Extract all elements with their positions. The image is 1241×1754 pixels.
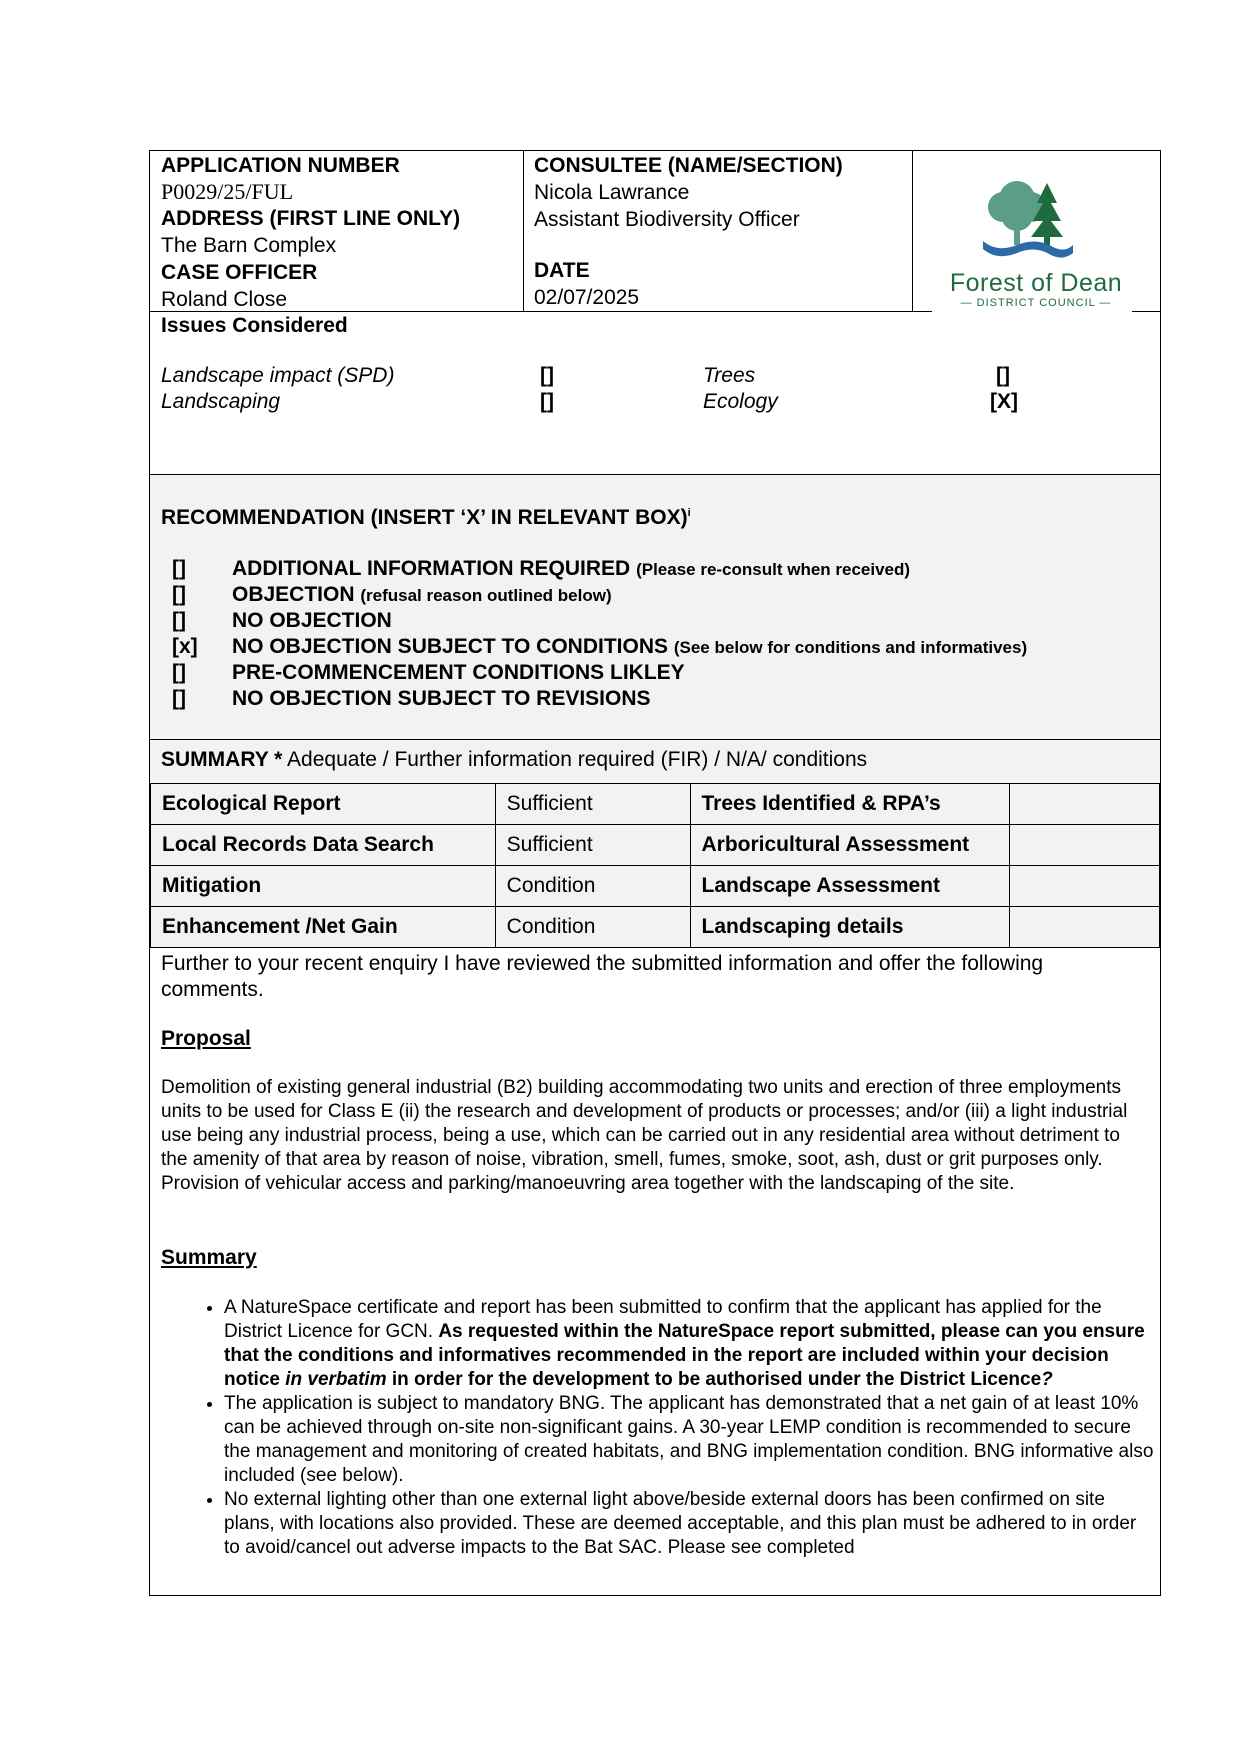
consultee-name: Nicola Lawrance bbox=[534, 181, 690, 204]
issue-landscape-impact: Landscape impact (SPD) bbox=[161, 364, 395, 387]
summary-cell-item: Ecological Report bbox=[151, 784, 496, 825]
table-row bbox=[151, 907, 1160, 948]
case-officer-value: Roland Close bbox=[161, 288, 288, 311]
rec-option-note: (See below for conditions and informatives) bbox=[673, 638, 1028, 657]
proposal-heading: Proposal bbox=[161, 1027, 251, 1050]
case-officer-label: CASE OFFICER bbox=[161, 261, 318, 284]
rec-option-label: NO OBJECTION SUBJECT TO CONDITIONS bbox=[232, 635, 668, 658]
consultation-form bbox=[149, 150, 1161, 1596]
table-row bbox=[151, 784, 1160, 825]
address-value: The Barn Complex bbox=[161, 234, 337, 257]
summary-cell-item: Mitigation bbox=[151, 866, 496, 907]
summary-heading: Summary bbox=[161, 1246, 257, 1269]
issue-trees: Trees bbox=[703, 364, 756, 387]
issue-landscape-impact-mark: [] bbox=[540, 364, 554, 387]
rec-option-additional-info bbox=[172, 556, 910, 582]
issue-landscaping: Landscaping bbox=[161, 390, 281, 413]
summary-bullets bbox=[150, 1296, 1156, 1560]
date-value: 02/07/2025 bbox=[534, 286, 640, 309]
summary-cell-status: Sufficient bbox=[495, 825, 690, 866]
rec-option-objection bbox=[172, 582, 612, 608]
bullet1-text: A NatureSpace certificate and report has been submitted to confirm that the applicant has applied for the District Licence for GCN. bbox=[224, 1297, 1102, 1342]
list-item bbox=[224, 1296, 1156, 1392]
rec-option-note: (Please re-consult when received) bbox=[636, 560, 911, 579]
summary-cell-status: Condition bbox=[495, 866, 690, 907]
issue-ecology: Ecology bbox=[703, 390, 778, 413]
summary-cell-status: Sufficient bbox=[495, 784, 690, 825]
summary-header-text: Adequate / Further information required (FIR) / N/A/ conditions bbox=[287, 748, 868, 771]
recommendation-footnote: i bbox=[687, 507, 691, 519]
issue-trees-mark: [] bbox=[996, 364, 1010, 387]
summary-cell-status: Condition bbox=[495, 907, 690, 948]
consultee-section: Assistant Biodiversity Officer bbox=[534, 208, 800, 231]
rec-option-mark: [] bbox=[172, 557, 186, 580]
bullet-list bbox=[150, 1296, 1156, 1560]
recommendation-title-text: RECOMMENDATION (INSERT ‘X’ IN RELEVANT BOX) bbox=[161, 506, 688, 529]
rec-option-label: PRE-COMMENCEMENT CONDITIONS LIKLEY bbox=[232, 661, 685, 684]
header-divider-1 bbox=[523, 151, 524, 311]
bullet1-question: ? bbox=[1041, 1369, 1053, 1390]
rec-option-pre-commencement bbox=[172, 660, 685, 686]
summary-cell-status bbox=[1010, 825, 1160, 866]
rec-option-label: NO OBJECTION bbox=[232, 609, 392, 632]
summary-header bbox=[161, 748, 867, 772]
rec-option-note: (refusal reason outlined below) bbox=[360, 586, 612, 605]
proposal-text: Demolition of existing general industrial (B2) building accommodating two units and erection of three employments units to be used for Class E (ii) the research and development of products or processes; and/or (iii) a light industrial use being any industrial process, being a use, which can be carried out in any residential area without detriment to the amenity of that area by reason of noise, vibration, smell, fumes, smoke, soot, ash, dust or grit purposes only. Provision of vehicular access and parking/manoeuvring area together with the landscaping of the site. bbox=[161, 1077, 1128, 1194]
rec-option-no-objection bbox=[172, 608, 392, 634]
summary-cell-item: Local Records Data Search bbox=[151, 825, 496, 866]
rec-option-mark: [] bbox=[172, 661, 186, 684]
summary-cell-status bbox=[1010, 784, 1160, 825]
rec-option-label: OBJECTION bbox=[232, 583, 355, 606]
rec-option-label: ADDITIONAL INFORMATION REQUIRED bbox=[232, 557, 631, 580]
summary-cell-status bbox=[1010, 907, 1160, 948]
logo-subtitle-text: DISTRICT COUNCIL bbox=[976, 297, 1096, 309]
rec-option-revisions bbox=[172, 686, 651, 712]
recommendation-title bbox=[161, 500, 691, 531]
date-label: DATE bbox=[534, 259, 590, 282]
comments-intro: Further to your recent enquiry I have reviewed the submitted information and offer the following comments. bbox=[161, 952, 1044, 1001]
table-row bbox=[151, 866, 1160, 907]
consultee-label: CONSULTEE (NAME/SECTION) bbox=[534, 154, 843, 177]
consultee-block bbox=[534, 152, 904, 311]
issues-title: Issues Considered bbox=[161, 314, 348, 337]
summary-cell-item: Enhancement /Net Gain bbox=[151, 907, 496, 948]
summary-cell-item: Arboricultural Assessment bbox=[690, 825, 1010, 866]
summary-cell-item: Landscape Assessment bbox=[690, 866, 1010, 907]
bullet1-bold-end: in order for the development to be authorised under the District Licence bbox=[391, 1369, 1042, 1390]
issue-landscaping-mark: [] bbox=[540, 390, 554, 413]
application-number-label: APPLICATION NUMBER bbox=[161, 154, 400, 177]
issue-ecology-mark: [X] bbox=[990, 390, 1018, 413]
application-block bbox=[161, 152, 521, 313]
rec-option-mark: [] bbox=[172, 687, 186, 710]
address-label: ADDRESS (FIRST LINE ONLY) bbox=[161, 207, 461, 230]
header-bottom-line-right bbox=[1132, 311, 1160, 312]
logo-subtitle: — DISTRICT COUNCIL — bbox=[960, 297, 1112, 309]
rec-option-mark: [] bbox=[172, 583, 186, 606]
summary-table bbox=[150, 783, 1160, 948]
rec-option-conditions bbox=[172, 634, 1027, 660]
summary-header-bold: SUMMARY * bbox=[161, 748, 283, 771]
summary-cell-status bbox=[1010, 866, 1160, 907]
table-row bbox=[151, 825, 1160, 866]
summary-cell-item: Landscaping details bbox=[690, 907, 1010, 948]
rec-option-label: NO OBJECTION SUBJECT TO REVISIONS bbox=[232, 687, 651, 710]
bullet1-italic: in verbatim bbox=[285, 1369, 387, 1390]
bullet1-bold: As requested within the NatureSpace report submitted, please can you ensure that the conditions and informatives recommended in the report are included within your decision notice bbox=[224, 1321, 1145, 1390]
list-item: • The application is subject to mandatory BNG. The applicant has demonstrated that a net gain of at least 10% can be achieved through on-site non-significant gains. A 30-year LEMP condition is recommended to secure the management and monitoring of created habitats, and BNG implementation condition. BNG informative also included (see below). bbox=[224, 1392, 1156, 1488]
rec-option-mark: [] bbox=[172, 609, 186, 632]
rec-option-mark: [x] bbox=[172, 635, 198, 658]
application-number: P0029/25/FUL bbox=[161, 179, 294, 204]
summary-cell-item: Trees Identified & RPA’s bbox=[690, 784, 1010, 825]
list-item: • No external lighting other than one external light above/beside external doors has been confirmed on site plans, with locations also provided. These are deemed acceptable, and this plan must be adhered to in order to avoid/cancel out adverse impacts to the Bat SAC. Please see completed bbox=[224, 1488, 1156, 1560]
logo-title: Forest of Dean bbox=[949, 269, 1123, 297]
